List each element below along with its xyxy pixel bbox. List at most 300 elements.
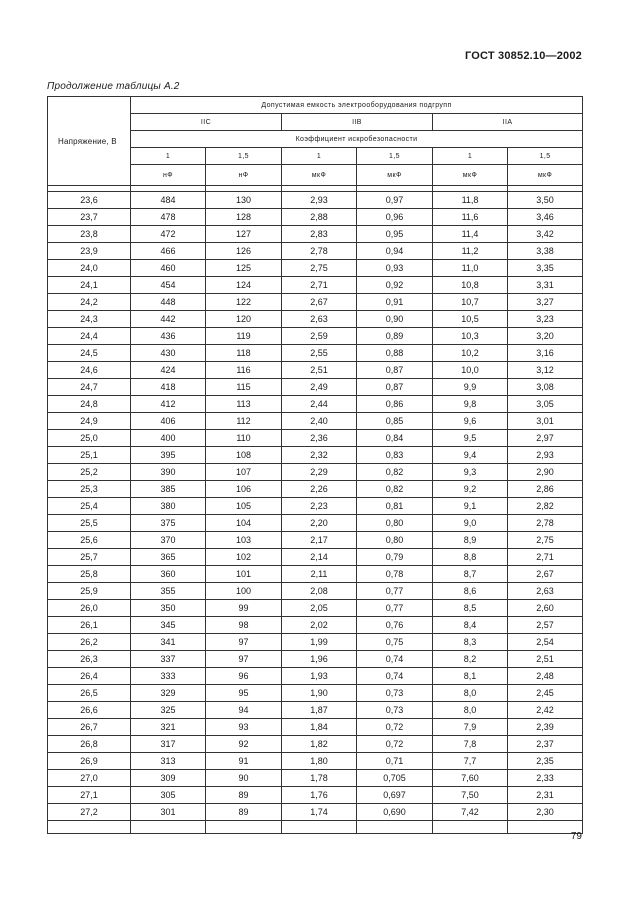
capacitance-cell: 0,73 [357,702,433,719]
capacitance-cell: 2,51 [282,362,357,379]
capacitance-cell: 7,50 [433,787,508,804]
capacitance-cell: 395 [131,447,206,464]
capacitance-cell: 0,81 [357,498,433,515]
capacitance-cell: 2,26 [282,481,357,498]
capacitance-cell: 2,32 [282,447,357,464]
table-row [48,515,583,532]
capacitance-cell: 101 [206,566,282,583]
capacitance-cell: 0,78 [357,566,433,583]
capacitance-cell: 0,79 [357,549,433,566]
table-row [48,294,583,311]
capacitance-cell: 11,4 [433,226,508,243]
tail-cell [206,821,282,834]
capacitance-cell: 2,20 [282,515,357,532]
capacitance-cell: 2,51 [508,651,583,668]
voltage-cell: 25,6 [48,532,131,549]
capacitance-cell: 98 [206,617,282,634]
capacitance-cell: 2,67 [282,294,357,311]
coefficient-header: Коэффициент искробезопасности [131,131,583,148]
capacitance-cell: 2,55 [282,345,357,362]
capacitance-cell: 0,97 [357,192,433,209]
table-row [48,719,583,736]
voltage-cell: 24,9 [48,413,131,430]
coefficient-cell: 1 [433,148,508,165]
capacitance-cell: 128 [206,209,282,226]
group-header-iib: IIB [282,114,433,131]
capacitance-cell: 10,0 [433,362,508,379]
capacitance-cell: 2,11 [282,566,357,583]
capacitance-cell: 108 [206,447,282,464]
voltage-cell: 23,7 [48,209,131,226]
voltage-cell: 23,8 [48,226,131,243]
capacitance-cell: 2,83 [282,226,357,243]
voltage-cell: 24,5 [48,345,131,362]
table-row [48,396,583,413]
voltage-cell: 25,1 [48,447,131,464]
capacitance-cell: 0,95 [357,226,433,243]
capacitance-cell: 436 [131,328,206,345]
capacitance-cell: 2,82 [508,498,583,515]
table-row [48,243,583,260]
voltage-cell: 24,3 [48,311,131,328]
coefficient-cell: 1,5 [206,148,282,165]
capacitance-cell: 115 [206,379,282,396]
voltage-cell: 26,6 [48,702,131,719]
capacitance-cell: 337 [131,651,206,668]
capacitance-cell: 124 [206,277,282,294]
voltage-cell: 24,2 [48,294,131,311]
capacitance-cell: 0,705 [357,770,433,787]
capacitance-cell: 10,2 [433,345,508,362]
table-tail-row [48,821,583,834]
capacitance-cell: 8,6 [433,583,508,600]
table-row [48,226,583,243]
capacitance-cell: 116 [206,362,282,379]
capacitance-cell: 90 [206,770,282,787]
voltage-cell: 25,9 [48,583,131,600]
capacitance-cell: 2,54 [508,634,583,651]
capacitance-cell: 406 [131,413,206,430]
voltage-cell: 24,7 [48,379,131,396]
capacitance-cell: 107 [206,464,282,481]
capacitance-cell: 3,12 [508,362,583,379]
table-row [48,566,583,583]
capacitance-cell: 97 [206,634,282,651]
capacitance-cell: 317 [131,736,206,753]
capacitance-cell: 2,60 [508,600,583,617]
capacitance-cell: 112 [206,413,282,430]
table-row [48,651,583,668]
unit-cell: мкФ [357,165,433,186]
capacitance-cell: 3,05 [508,396,583,413]
capacitance-cell: 9,1 [433,498,508,515]
capacitance-cell: 430 [131,345,206,362]
capacitance-cell: 2,37 [508,736,583,753]
table-row [48,753,583,770]
capacitance-cell: 127 [206,226,282,243]
capacitance-cell: 3,46 [508,209,583,226]
capacitance-cell: 11,2 [433,243,508,260]
table-row [48,685,583,702]
capacitance-cell: 0,82 [357,481,433,498]
capacitance-cell: 96 [206,668,282,685]
capacitance-header: Допустимая емкость электрооборудования подгрупп [131,97,583,114]
capacitance-cell: 0,96 [357,209,433,226]
capacitance-cell: 350 [131,600,206,617]
table-row [48,260,583,277]
voltage-cell: 26,3 [48,651,131,668]
capacitance-cell: 1,76 [282,787,357,804]
capacitance-cell: 313 [131,753,206,770]
capacitance-cell: 0,80 [357,515,433,532]
capacitance-cell: 2,02 [282,617,357,634]
capacitance-cell: 7,42 [433,804,508,821]
table-row [48,787,583,804]
table-row [48,770,583,787]
capacitance-cell: 2,30 [508,804,583,821]
capacitance-cell: 106 [206,481,282,498]
capacitance-cell: 2,63 [508,583,583,600]
capacitance-cell: 125 [206,260,282,277]
tail-cell [433,821,508,834]
capacitance-cell: 1,96 [282,651,357,668]
table-body [48,186,583,834]
voltage-cell: 27,1 [48,787,131,804]
capacitance-cell: 91 [206,753,282,770]
voltage-cell: 25,2 [48,464,131,481]
capacitance-cell: 8,1 [433,668,508,685]
unit-cell: нФ [131,165,206,186]
capacitance-cell: 0,77 [357,583,433,600]
tail-cell [282,821,357,834]
capacitance-cell: 2,17 [282,532,357,549]
table-caption: Продолжение таблицы А.2 [47,81,180,92]
capacitance-cell: 390 [131,464,206,481]
voltage-cell: 25,7 [48,549,131,566]
capacitance-cell: 0,93 [357,260,433,277]
capacitance-cell: 2,44 [282,396,357,413]
capacitance-cell: 2,42 [508,702,583,719]
group-header-iic: IIC [131,114,282,131]
capacitance-cell: 0,90 [357,311,433,328]
table-row [48,481,583,498]
capacitance-cell: 1,84 [282,719,357,736]
tail-cell [357,821,433,834]
capacitance-cell: 2,88 [282,209,357,226]
capacitance-cell: 97 [206,651,282,668]
capacitance-cell: 7,9 [433,719,508,736]
capacitance-cell: 89 [206,804,282,821]
table-row [48,668,583,685]
voltage-header: Напряжение, В [48,97,131,186]
capacitance-cell: 105 [206,498,282,515]
voltage-cell: 25,0 [48,430,131,447]
capacitance-cell: 110 [206,430,282,447]
table-row [48,617,583,634]
table-header [48,97,583,186]
voltage-cell: 26,0 [48,600,131,617]
capacitance-cell: 2,40 [282,413,357,430]
capacitance-cell: 8,7 [433,566,508,583]
capacitance-cell: 1,74 [282,804,357,821]
coefficient-cell: 1,5 [357,148,433,165]
voltage-cell: 23,9 [48,243,131,260]
voltage-cell: 27,0 [48,770,131,787]
capacitance-cell: 2,48 [508,668,583,685]
capacitance-cell: 2,71 [282,277,357,294]
voltage-cell: 25,8 [48,566,131,583]
capacitance-cell: 1,93 [282,668,357,685]
capacitance-cell: 2,14 [282,549,357,566]
capacitance-cell: 0,80 [357,532,433,549]
capacitance-cell: 0,82 [357,464,433,481]
capacitance-cell: 10,5 [433,311,508,328]
table-row [48,736,583,753]
capacitance-cell: 9,2 [433,481,508,498]
capacitance-cell: 2,78 [282,243,357,260]
capacitance-cell: 1,87 [282,702,357,719]
capacitance-cell: 321 [131,719,206,736]
capacitance-cell: 2,29 [282,464,357,481]
capacitance-cell: 2,90 [508,464,583,481]
capacitance-cell: 0,89 [357,328,433,345]
capacitance-cell: 0,71 [357,753,433,770]
capacitance-cell: 2,97 [508,430,583,447]
voltage-cell: 24,4 [48,328,131,345]
capacitance-cell: 0,697 [357,787,433,804]
capacitance-cell: 2,67 [508,566,583,583]
capacitance-cell: 0,92 [357,277,433,294]
unit-cell: нФ [206,165,282,186]
table-row [48,277,583,294]
capacitance-cell: 2,75 [282,260,357,277]
capacitance-cell: 380 [131,498,206,515]
capacitance-cell: 9,5 [433,430,508,447]
voltage-cell: 26,2 [48,634,131,651]
capacitance-cell: 442 [131,311,206,328]
capacitance-cell: 370 [131,532,206,549]
capacitance-cell: 9,4 [433,447,508,464]
capacitance-cell: 2,23 [282,498,357,515]
voltage-cell: 26,7 [48,719,131,736]
table-row [48,600,583,617]
capacitance-cell: 460 [131,260,206,277]
table-row [48,549,583,566]
capacitance-cell: 309 [131,770,206,787]
coefficient-cell: 1 [282,148,357,165]
capacitance-cell: 2,78 [508,515,583,532]
table-row [48,209,583,226]
table-row [48,413,583,430]
capacitance-cell: 2,05 [282,600,357,617]
table-row [48,430,583,447]
voltage-cell: 26,9 [48,753,131,770]
capacitance-cell: 94 [206,702,282,719]
capacitance-cell: 412 [131,396,206,413]
capacitance-cell: 8,3 [433,634,508,651]
capacitance-cell: 10,8 [433,277,508,294]
capacitance-cell: 0,72 [357,736,433,753]
capacitance-cell: 2,45 [508,685,583,702]
capacitance-cell: 8,0 [433,685,508,702]
capacitance-cell: 2,93 [282,192,357,209]
capacitance-cell: 11,8 [433,192,508,209]
capacitance-cell: 0,74 [357,651,433,668]
capacitance-cell: 365 [131,549,206,566]
capacitance-cell: 120 [206,311,282,328]
capacitance-cell: 8,2 [433,651,508,668]
capacitance-cell: 341 [131,634,206,651]
capacitance-cell: 2,31 [508,787,583,804]
capacitance-cell: 0,84 [357,430,433,447]
coefficient-cell: 1,5 [508,148,583,165]
capacitance-cell: 118 [206,345,282,362]
voltage-cell: 26,4 [48,668,131,685]
capacitance-cell: 7,60 [433,770,508,787]
capacitance-cell: 0,86 [357,396,433,413]
capacitance-cell: 9,8 [433,396,508,413]
table-row [48,532,583,549]
voltage-cell: 24,0 [48,260,131,277]
capacitance-cell: 9,3 [433,464,508,481]
capacitance-cell: 1,82 [282,736,357,753]
table-row [48,464,583,481]
capacitance-cell: 478 [131,209,206,226]
voltage-cell: 25,3 [48,481,131,498]
page-number: 79 [570,831,582,842]
capacitance-cell: 329 [131,685,206,702]
capacitance-cell: 8,8 [433,549,508,566]
voltage-cell: 24,6 [48,362,131,379]
capacitance-cell: 305 [131,787,206,804]
capacitance-cell: 7,7 [433,753,508,770]
capacitance-cell: 7,8 [433,736,508,753]
capacitance-cell: 325 [131,702,206,719]
capacitance-cell: 89 [206,787,282,804]
capacitance-cell: 102 [206,549,282,566]
capacitance-cell: 333 [131,668,206,685]
capacitance-cell: 2,75 [508,532,583,549]
capacitance-cell: 424 [131,362,206,379]
capacitance-cell: 3,01 [508,413,583,430]
capacitance-cell: 2,36 [282,430,357,447]
capacitance-cell: 126 [206,243,282,260]
capacitance-table [47,96,583,834]
capacitance-cell: 99 [206,600,282,617]
capacitance-cell: 3,31 [508,277,583,294]
capacitance-cell: 2,71 [508,549,583,566]
unit-cell: мкФ [433,165,508,186]
capacitance-cell: 375 [131,515,206,532]
capacitance-cell: 11,0 [433,260,508,277]
capacitance-cell: 0,88 [357,345,433,362]
capacitance-cell: 8,0 [433,702,508,719]
table-row [48,804,583,821]
capacitance-cell: 3,50 [508,192,583,209]
unit-cell: мкФ [282,165,357,186]
capacitance-cell: 2,57 [508,617,583,634]
capacitance-cell: 0,85 [357,413,433,430]
capacitance-cell: 2,49 [282,379,357,396]
capacitance-cell: 10,7 [433,294,508,311]
capacitance-cell: 3,08 [508,379,583,396]
capacitance-cell: 301 [131,804,206,821]
capacitance-cell: 355 [131,583,206,600]
voltage-cell: 27,2 [48,804,131,821]
voltage-cell: 23,6 [48,192,131,209]
capacitance-cell: 1,80 [282,753,357,770]
capacitance-cell: 3,35 [508,260,583,277]
table-row [48,345,583,362]
capacitance-cell: 0,87 [357,362,433,379]
tail-cell [131,821,206,834]
capacitance-cell: 0,74 [357,668,433,685]
capacitance-cell: 8,9 [433,532,508,549]
capacitance-cell: 2,33 [508,770,583,787]
capacitance-cell: 484 [131,192,206,209]
capacitance-cell: 9,0 [433,515,508,532]
capacitance-cell: 8,5 [433,600,508,617]
capacitance-cell: 9,6 [433,413,508,430]
capacitance-cell: 10,3 [433,328,508,345]
voltage-cell: 25,5 [48,515,131,532]
voltage-cell: 26,1 [48,617,131,634]
capacitance-cell: 8,4 [433,617,508,634]
capacitance-cell: 0,75 [357,634,433,651]
capacitance-cell: 2,59 [282,328,357,345]
capacitance-cell: 104 [206,515,282,532]
capacitance-cell: 122 [206,294,282,311]
voltage-cell: 26,8 [48,736,131,753]
capacitance-cell: 2,86 [508,481,583,498]
group-header-iia: IIA [433,114,583,131]
table-row [48,447,583,464]
capacitance-cell: 400 [131,430,206,447]
capacitance-cell: 1,99 [282,634,357,651]
unit-cell: мкФ [508,165,583,186]
capacitance-cell: 2,63 [282,311,357,328]
voltage-cell: 26,5 [48,685,131,702]
capacitance-cell: 0,94 [357,243,433,260]
capacitance-cell: 100 [206,583,282,600]
capacitance-cell: 113 [206,396,282,413]
capacitance-cell: 472 [131,226,206,243]
capacitance-cell: 2,35 [508,753,583,770]
capacitance-cell: 0,77 [357,600,433,617]
voltage-cell: 24,8 [48,396,131,413]
tail-cell [48,821,131,834]
capacitance-cell: 0,73 [357,685,433,702]
table-row [48,634,583,651]
document-id: ГОСТ 30852.10—2002 [464,50,582,62]
capacitance-cell: 360 [131,566,206,583]
capacitance-cell: 3,16 [508,345,583,362]
capacitance-cell: 3,38 [508,243,583,260]
capacitance-cell: 0,83 [357,447,433,464]
capacitance-cell: 2,08 [282,583,357,600]
capacitance-cell: 119 [206,328,282,345]
capacitance-cell: 0,76 [357,617,433,634]
capacitance-cell: 3,20 [508,328,583,345]
capacitance-cell: 2,39 [508,719,583,736]
capacitance-cell: 418 [131,379,206,396]
capacitance-cell: 130 [206,192,282,209]
capacitance-cell: 466 [131,243,206,260]
capacitance-cell: 0,87 [357,379,433,396]
capacitance-cell: 11,6 [433,209,508,226]
capacitance-cell: 0,72 [357,719,433,736]
capacitance-cell: 95 [206,685,282,702]
